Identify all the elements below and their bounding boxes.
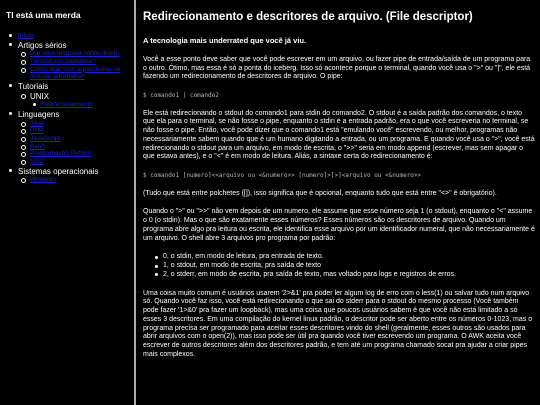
sidebar-subitem xyxy=(18,58,128,66)
sidebar-sublist xyxy=(18,50,128,81)
list-item: 2, o stderr, em modo de escrita, pra saída de texto, mas voltado para logs e registros de erros. xyxy=(155,271,535,280)
sidebar-item xyxy=(6,32,128,40)
sidebar-sublist xyxy=(18,92,128,109)
sidebar xyxy=(0,0,134,405)
sidebar-link[interactable]: Como lidar com a pandemia se recusar a trabalhar xyxy=(30,65,120,81)
sidebar-category-label: Linguagens xyxy=(18,109,60,119)
sidebar-nav xyxy=(6,32,128,184)
sidebar-category-label: Sistemas operacionais xyxy=(18,166,99,176)
sidebar-subsublist xyxy=(30,101,128,109)
sidebar-subitem xyxy=(18,127,128,135)
sidebar-link[interactable]: Windows xyxy=(30,176,57,184)
article xyxy=(143,10,535,370)
paragraph-redirect-usage: Uma coisa muito comum é usuários usarem '2>&1' pra poder ler algum log de erro com o less(1) ou salvar tudo num arquivo só. Quando você faz isso, você está redirecionando o que sai do stderr para o stdout do mesmo processo (Você também pode fazer '1>&0' pra fazer um loopback), mas uma coisa que poucos usuários sabem é que você não está limitado a só esses 3 descritores. Em uma compilação do kernel linux padrão, o descritor pode ser aberto entre os números 0-1023, mas o programa precisa ser programado para aceitar esses descritores vindo do shell (geralmente, esses outros são usados para abrir arquivos com o open(2)), mas isso pode ser útil pra quando você tiver escrevendo um programa. O AWK aceita você escrever de outros descritores além dos descritores padrão, e tem até um programa chamado socat pra ajudar a criar pipes mais complexos. xyxy=(143,289,533,358)
sidebar-subitem xyxy=(18,120,128,128)
site-title[interactable]: TI está uma merda xyxy=(6,10,81,20)
sidebar-link[interactable]: Java xyxy=(30,119,44,127)
list-item: 0, o stdin, em modo de leitura, pra entrada de texto. xyxy=(155,253,535,262)
sidebar-category-label: Artigos sérios xyxy=(18,40,67,50)
sidebar-sublist xyxy=(18,176,128,184)
sidebar-subitem xyxy=(18,158,128,166)
sidebar-link[interactable]: Bash xyxy=(30,142,45,150)
page-title: Redirecionamento e descritores de arquivo. (File descriptor) xyxy=(143,11,473,23)
code-pipe-example: $ comando1 | comando2 xyxy=(143,92,219,99)
sidebar-subitem xyxy=(18,92,128,109)
sidebar-link[interactable]: Programação Python xyxy=(30,150,92,158)
sidebar-link[interactable]: Dar uma resposta sobre direito xyxy=(30,50,120,58)
sidebar-category-label: Tutoriais xyxy=(18,81,49,91)
sidebar-item xyxy=(6,82,128,109)
sidebar-link[interactable]: SQL xyxy=(30,157,44,165)
paragraph-stdout-stdin: Ele está redirecionando o stdout do comando1 para stdin do comando2. O stdout é a saída padrão dos comandos, o texto que ela para o terminal, se não fosse o pipe, enquanto o stdin é a entrada padrão, era o que você escreveria no terminal, se não fosse o pipe. Então, você pode dizer que o comando1 está "emulando você" escrevendo, ou melhor, programas não necessariamente sabem quando que é um humano digitando a entrada, ou um programa. E quando você usa o ">", você está redirecionando o stdout para um arquivo, em modo de escrita, o ">>" seria em modo append (escrever, mas sem apagar o que estava antes), e o "<" é em modo de leitura. Aliás, a sintaxe certa do redirecionamento é: xyxy=(143,109,535,161)
paragraph-descriptors: Quando o ">" ou ">>" não vem depois de um numero, ele assume que esse número seja 1 (o stdout), enquanto o "<" assume o 0 (o stdin). Mas o que são exatamente esses números? Esses números são os descritores de arquivo. Quando um programa abre algo pra leitura ou escrita, ele identifica esse arquivo por um identificador numeral, que não necessariamente é um arquivo. O shell abre 3 arquivos pro programa por padrão: xyxy=(143,208,535,242)
sidebar-item xyxy=(6,110,128,166)
sidebar-link[interactable]: Técnico em papelaria? xyxy=(30,57,96,65)
sidebar-subitem xyxy=(18,176,128,184)
sidebar-link[interactable]: PHP xyxy=(30,127,44,135)
sidebar-subitem xyxy=(18,143,128,151)
sidebar-divider xyxy=(134,0,136,405)
paragraph-intro: Você a esse ponto deve saber que você pode escrever em um arquivo, ou fazer pipe de entrada/saída de um programa para o outro. Ótimo, mas essa é só a ponta do iceberg. Isso só acontece porque o terminal, quando você usa o ">" ou "|", ele está fazendo um redirecionamento de descritores de arquivo. O pipe: xyxy=(143,55,531,81)
code-redirect-syntax: $ comando1 [numero]<<arquivo ou <&numero>> [numero]>[>]<arquivo ou <&numero>> xyxy=(143,172,422,179)
sidebar-subcategory-label: UNIX xyxy=(30,91,50,101)
sidebar-subitem xyxy=(18,66,128,81)
sidebar-link[interactable]: Início xyxy=(18,32,34,39)
paragraph-syntax-note: (Tudo que está entre polchetes ([]), isso significa que é opcional, enquanto tudo que está entre "<>" é obrigatório). xyxy=(143,189,497,197)
sidebar-link[interactable]: Redirecionamento xyxy=(40,101,93,109)
article-subtitle: A tecnologia mais underrated que você já viu. xyxy=(143,36,307,46)
sidebar-sublist xyxy=(18,120,128,166)
sidebar-subitem xyxy=(18,50,128,58)
sidebar-link[interactable]: JavaScript xyxy=(30,134,61,142)
sidebar-item xyxy=(6,41,128,81)
sidebar-item xyxy=(6,167,128,184)
sidebar-subitem xyxy=(18,150,128,158)
list-item: 1, o stdout, em modo de escrita, pra saída de texto xyxy=(155,262,535,271)
sidebar-subitem xyxy=(18,135,128,143)
sidebar-subsubitem xyxy=(30,101,128,109)
descriptor-list xyxy=(143,253,535,279)
